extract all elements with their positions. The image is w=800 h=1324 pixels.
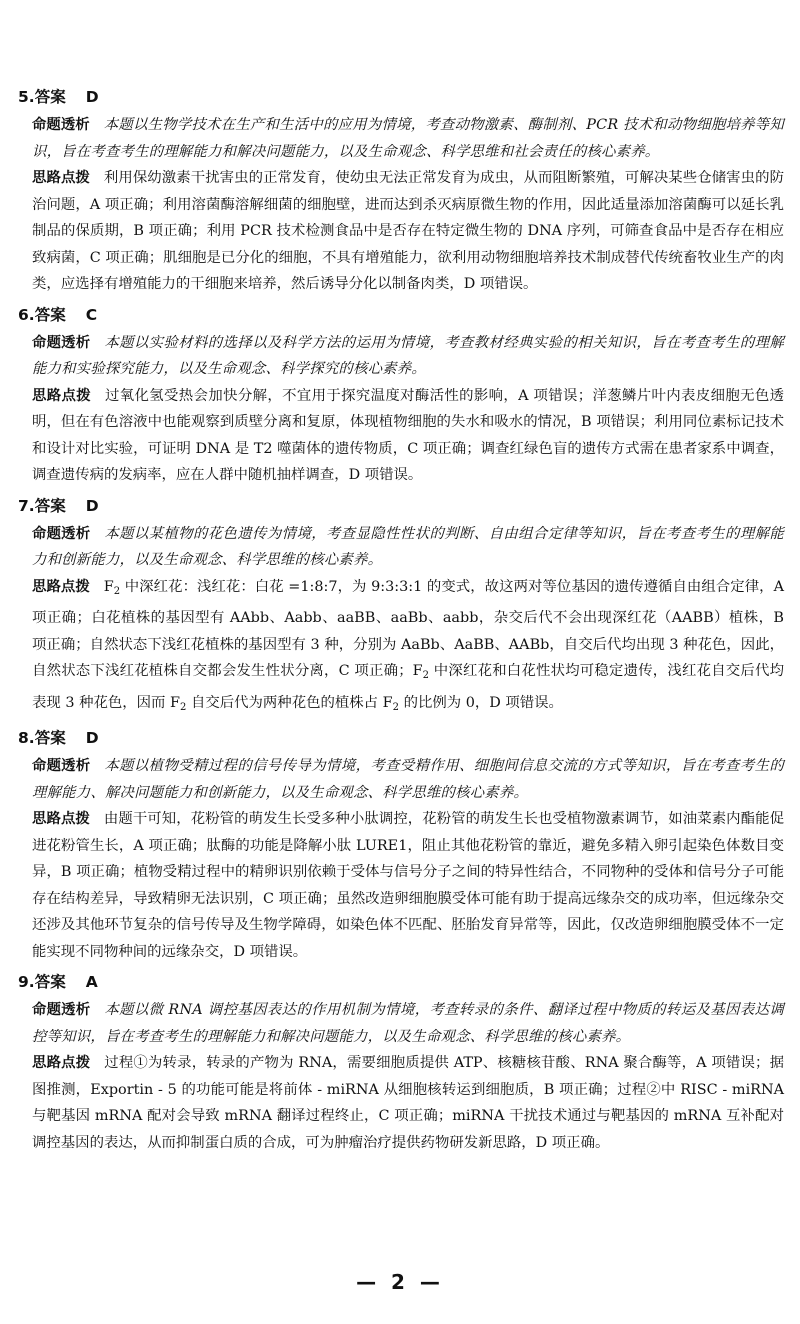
answer-letter: D — [85, 496, 99, 515]
f2-subscript: 2 — [392, 701, 399, 713]
answer-letter: C — [85, 305, 98, 324]
f2-subscript: 2 — [113, 585, 121, 597]
analysis-text: 过氧化氢受热会加快分解，不宜用于探究温度对酶活性的影响，A 项错误；洋葱鳞片叶内表皮细胞无色透明，但在有色溶液中也能观察到质壁分离和复原，体现植物细胞的失水和吸水的情况，B 项错误；利用同位素标记技术和设计对比实验，可证明 DNA 是 T2 噬菌体的遗传物质，C 项正确；调查红绿色盲的遗传方式需在患者家系中调查，调查遗传病的发病率，应在人群中随机抽样调查，D 项错误。 — [32, 387, 784, 483]
f2-symbol: F — [103, 578, 114, 595]
analysis-paragraph — [32, 165, 784, 298]
analysis-label: 思路点拨 — [32, 811, 90, 827]
question-number: 9. — [18, 973, 35, 991]
intro-paragraph — [32, 112, 784, 165]
intro-label: 命题透析 — [32, 117, 90, 133]
intro-text: 本题以微 RNA 调控基因表达的作用机制为情境，考查转录的条件、翻译过程中物质的转运及基因表达调控等知识，旨在考查考生的理解能力和解决问题能力，以及生命观念、科学思维的核心素养。 — [32, 1002, 784, 1045]
analysis-text: 过程①为转录，转录的产物为 RNA，需要细胞质提供 ATP、核糖核苷酸、RNA 聚合酶等，A 项错误；据图推测，Exportin - 5 的功能可能是将前体 - miRNA 从细胞核转运到细胞质，B 项正确；过程②中 RISC - miRNA 与靶基因 mRNA 配对会导致 mRNA 翻译过程终止，C 项正确；miRNA 干扰技术通过与靶基因的 mRNA 互补配对调控基因的表达，从而抑制蛋白质的合成，可为肿瘤治疗提供药物研发新思路，D 项正确。 — [32, 1055, 784, 1151]
f2-subscript: 2 — [422, 670, 429, 681]
analysis-text: 利用保幼激素干扰害虫的正常发育，使幼虫无法正常发育为成虫，从而阻断繁殖，可解决某些仓储害虫的防治问题，A 项正确；利用溶菌酶溶解细菌的细胞壁，进而达到杀灭病原微生物的作用，因此适量添加溶菌酶可以延长乳制品的保质期，B 项正确；利用 PCR 技术检测食品中是否存在特定微生物的 DNA 序列，可筛查食品中是否存在相应致病菌，C 项正确；肌细胞是已分化的细胞，不具有增殖能力，欲利用动物细胞培养技术制成替代传统畜牧业生产的肉类，应选择有增殖能力的干细胞来培养，然后诱导分化以制备肉类，D 项错误。 — [32, 170, 784, 292]
question-9 — [18, 967, 784, 1156]
intro-text: 本题以植物受精过程的信号传导为情境，考查受精作用、细胞间信息交流的方式等知识，旨在考查考生的理解能力、解决问题能力和创新能力，以及生命观念、科学思维的核心素养。 — [32, 758, 784, 801]
analysis-paragraph — [32, 574, 784, 722]
answer-letter: A — [85, 973, 98, 991]
intro-text: 本题以某植物的花色遗传为情境，考查显隐性性状的判断、自由组合定律等知识，旨在考查考生的理解能力和创新能力，以及生命观念、科学思维的核心素养。 — [32, 525, 784, 568]
f2-symbol: F — [382, 694, 393, 711]
answer-line — [18, 82, 784, 112]
question-5 — [18, 82, 784, 298]
answer-page — [18, 82, 784, 1158]
question-number: 7. — [18, 496, 35, 515]
analysis-label: 思路点拨 — [32, 387, 92, 404]
answer-label: 答案 — [34, 729, 66, 747]
question-number: 8. — [18, 729, 35, 747]
answer-line — [18, 491, 784, 521]
f2-symbol: F — [170, 694, 181, 711]
answer-line — [18, 723, 784, 753]
page-number: — 2 — — [356, 1270, 444, 1294]
answer-label: 答案 — [34, 496, 66, 515]
intro-label: 命题透析 — [32, 758, 91, 774]
analysis-label: 思路点拨 — [32, 578, 90, 595]
answer-line — [18, 300, 784, 330]
intro-paragraph — [32, 753, 784, 806]
analysis-text: 的比例为 0，D 项错误。 — [399, 694, 563, 711]
intro-label: 命题透析 — [32, 334, 91, 351]
analysis-label: 思路点拨 — [32, 170, 90, 186]
intro-text: 本题以实验材料的选择以及科学方法的运用为情境，考查教材经典实验的相关知识，旨在考查考生的理解能力和实验探究能力，以及生命观念、科学探究的核心素养。 — [32, 334, 784, 377]
analysis-text: 自交后代为两种花色的植株占 — [186, 694, 383, 711]
intro-label: 命题透析 — [32, 525, 91, 542]
question-number: 6. — [18, 305, 35, 324]
analysis-text: 中深红花和白花性状均可稳定遗传，浅红花自交后代均表现 3 种花色，因而 — [32, 663, 785, 711]
answer-label: 答案 — [34, 305, 66, 324]
analysis-paragraph — [32, 383, 784, 489]
answer-label: 答案 — [34, 88, 66, 106]
analysis-paragraph — [32, 1050, 784, 1156]
intro-paragraph — [32, 997, 784, 1050]
intro-paragraph — [32, 521, 784, 574]
analysis-text: 由题干可知，花粉管的萌发生长受多种小肽调控，花粉管的萌发生长也受植物激素调节，如油菜素内酯能促进花粉管生长，A 项正确；肽酶的功能是降解小肽 LURE1，阻止其他花粉管的靠近，避免多精入卵引起染色体数目变异，B 项正确；植物受精过程中的精卵识别依赖于受体与信号分子之间的特异性结合，不同物种的受体和信号分子可能存在结构差异，导致精卵无法识别，C 项正确；虽然改造卵细胞膜受体可能有助于提高远缘杂交的成功率，但远缘杂交还涉及其他环节复杂的信号传导及生物学障碍，如染色体不匹配、胚胎发育异常等，因此，仅改造卵细胞膜受体不一定能实现不同物种间的远缘杂交，D 项错误。 — [32, 811, 784, 960]
f2-symbol: F — [412, 663, 423, 679]
intro-label: 命题透析 — [32, 1002, 91, 1018]
analysis-paragraph — [32, 806, 784, 965]
answer-letter: D — [85, 729, 99, 747]
analysis-label: 思路点拨 — [32, 1055, 91, 1071]
answer-line — [18, 967, 784, 997]
intro-paragraph — [32, 330, 784, 383]
answer-label: 答案 — [34, 973, 66, 991]
question-number: 5. — [18, 88, 35, 106]
answer-letter: D — [85, 88, 99, 106]
question-8 — [18, 723, 784, 965]
intro-text: 本题以生物学技术在生产和生活中的应用为情境，考查动物激素、酶制剂、PCR 技术和动物细胞培养等知识，旨在考查考生的理解能力和解决问题能力，以及生命观念、科学思维和社会责任的核心素养。 — [32, 117, 784, 160]
f2-subscript: 2 — [180, 701, 187, 713]
question-6 — [18, 300, 784, 489]
question-7 — [18, 491, 784, 722]
analysis-text: 中深红花：浅红花：白花 =1:8:7，为 9:3:3:1 的变式，故这两对等位基因的遗传遵循自由组合定律，A 项正确；白花植株的基因型有 AAbb、Aabb、aaBB、aaBb、aabb，杂交后代不会出现深红花（AABB）植株，B 项正确；自然状态下浅红花植株的基因型有 3 种，分别为 AaBb、AaBB、AABb，自交后代均出现 3 种花色，因此，自然状态下浅红花植株自交都会发生性状分离，C 项正确； — [32, 578, 784, 679]
